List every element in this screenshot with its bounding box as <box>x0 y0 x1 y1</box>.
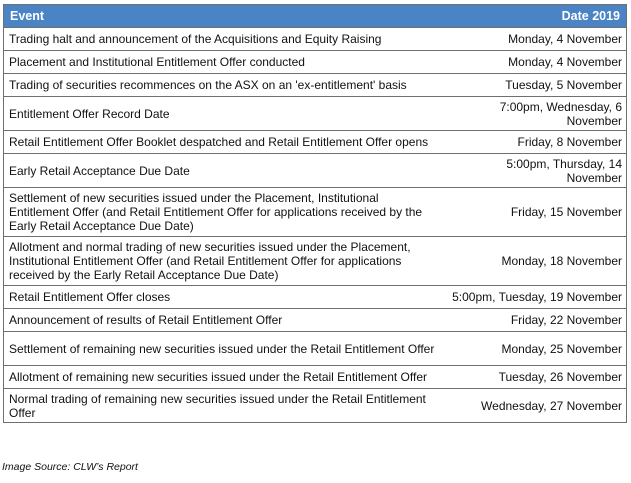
table-row <box>4 131 626 154</box>
table-row <box>4 332 626 366</box>
event-cell: Settlement of remaining new securities issued under the Retail Entitlement Offer <box>4 332 444 366</box>
date-cell: Friday, 22 November <box>444 309 626 332</box>
event-cell: Trading of securities recommences on the ASX on an 'ex-entitlement' basis <box>4 74 444 97</box>
date-cell: Wednesday, 27 November <box>444 389 626 423</box>
table-row <box>4 154 626 188</box>
date-cell: Monday, 4 November <box>444 51 626 74</box>
event-cell: Allotment and normal trading of new securities issued under the Placement, Institutional Entitlement Offer (and Retail Entitlement Offer for applications received by the Early Retail Acceptance Due Date) <box>4 237 444 286</box>
event-cell: Settlement of new securities issued under the Placement, Institutional Entitlement Offer (and Retail Entitlement Offer for applications received by the Early Retail Acceptance Due Date) <box>4 188 444 237</box>
timetable <box>3 4 627 423</box>
event-cell: Entitlement Offer Record Date <box>4 97 444 131</box>
date-cell: Tuesday, 5 November <box>444 74 626 97</box>
date-cell: Monday, 4 November <box>444 28 626 51</box>
header-row <box>4 5 626 28</box>
date-cell: Tuesday, 26 November <box>444 366 626 389</box>
date-cell: Friday, 8 November <box>444 131 626 154</box>
timetable-table <box>4 5 626 422</box>
date-cell: 7:00pm, Wednesday, 6 November <box>444 97 626 131</box>
event-cell: Announcement of results of Retail Entitlement Offer <box>4 309 444 332</box>
table-row <box>4 237 626 286</box>
table-row <box>4 97 626 131</box>
table-row <box>4 366 626 389</box>
event-cell: Allotment of remaining new securities issued under the Retail Entitlement Offer <box>4 366 444 389</box>
date-cell: 5:00pm, Thursday, 14 November <box>444 154 626 188</box>
event-cell: Early Retail Acceptance Due Date <box>4 154 444 188</box>
event-cell: Trading halt and announcement of the Acquisitions and Equity Raising <box>4 28 444 51</box>
event-cell: Retail Entitlement Offer closes <box>4 286 444 309</box>
table-row <box>4 74 626 97</box>
date-cell: Friday, 15 November <box>444 188 626 237</box>
table-row <box>4 389 626 423</box>
table-row <box>4 188 626 237</box>
date-cell: 5:00pm, Tuesday, 19 November <box>444 286 626 309</box>
table-row <box>4 309 626 332</box>
table-row <box>4 28 626 51</box>
date-cell: Monday, 18 November <box>444 237 626 286</box>
table-row <box>4 286 626 309</box>
event-cell: Placement and Institutional Entitlement Offer conducted <box>4 51 444 74</box>
header-date: Date 2019 <box>444 5 626 28</box>
image-source-caption: Image Source: CLW’s Report <box>2 461 138 473</box>
event-cell: Retail Entitlement Offer Booklet despatched and Retail Entitlement Offer opens <box>4 131 444 154</box>
event-cell: Normal trading of remaining new securities issued under the Retail Entitlement Offer <box>4 389 444 423</box>
header-event: Event <box>4 5 444 28</box>
date-cell: Monday, 25 November <box>444 332 626 366</box>
table-row <box>4 51 626 74</box>
